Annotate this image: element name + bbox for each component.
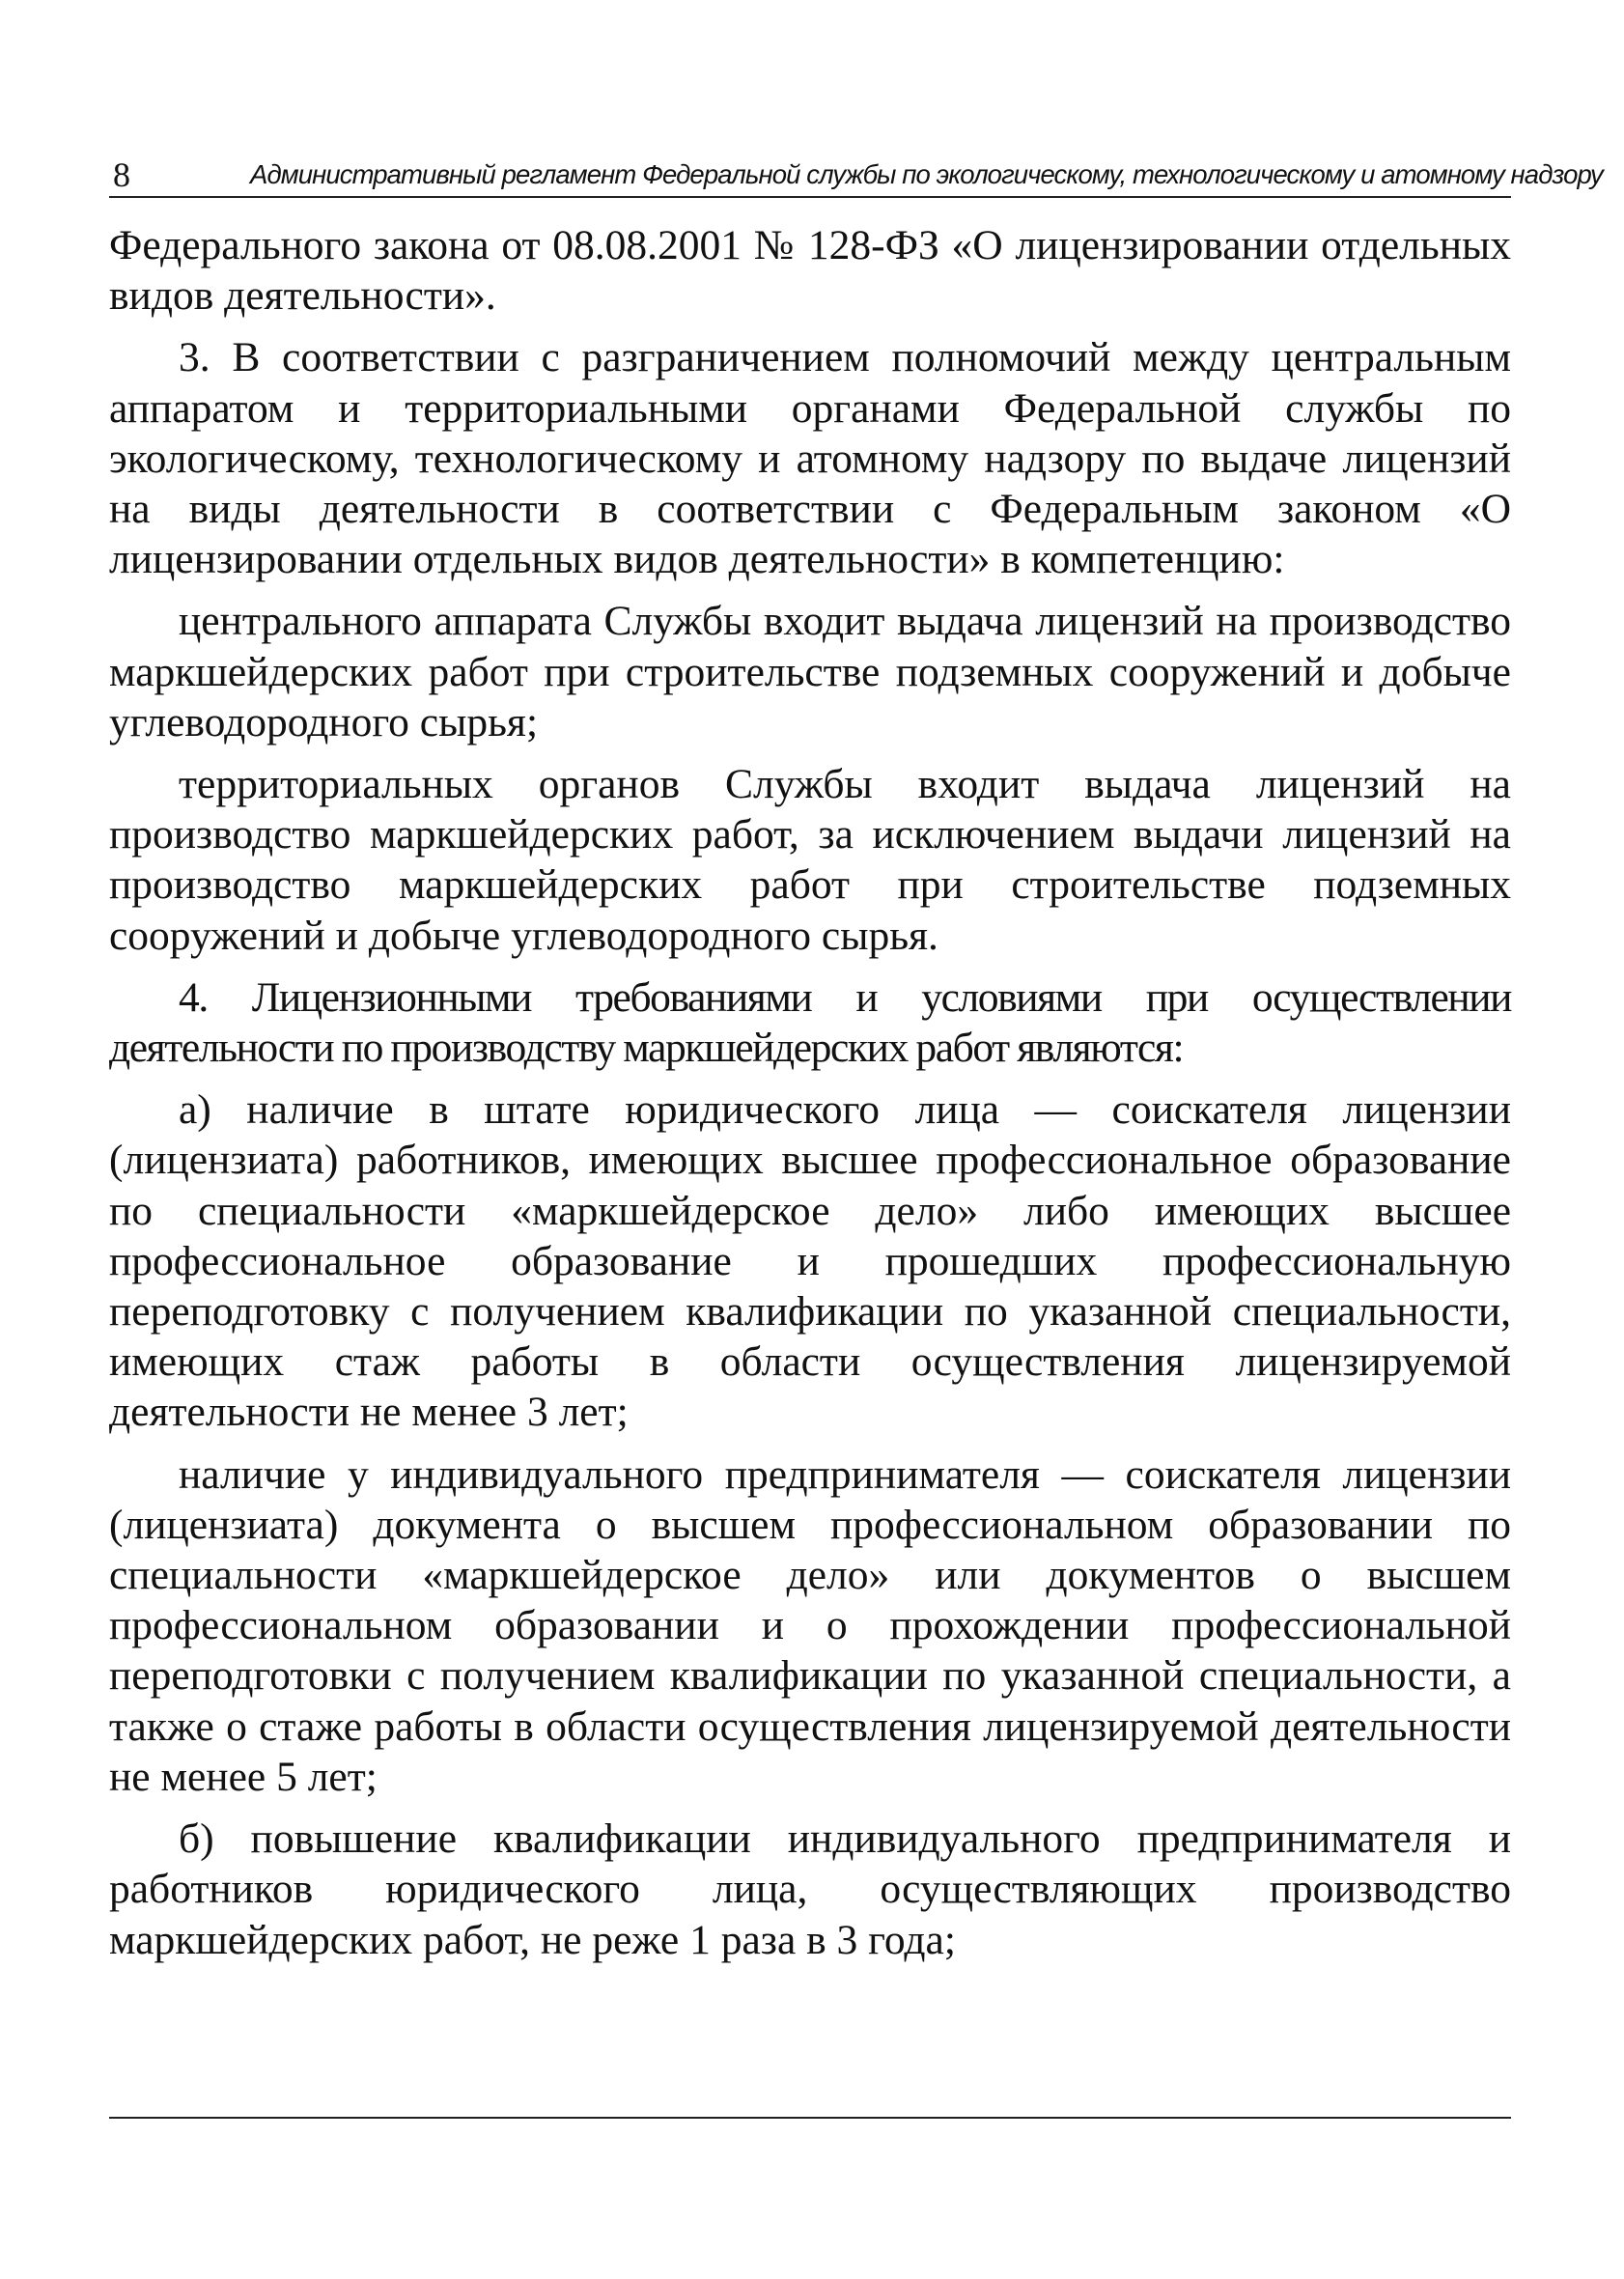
paragraph-item-3: 3. В соответствии с разграничением полномочий между центральным аппаратом и территориальными органами Федеральной службы по экологическому, технологическому и атомному надзору по выдаче лицензий на виды деятельности в соответствии с Федеральным законом «О лицензировании отдельных видов деятельности» в компетенцию: [109,334,1511,583]
paragraph-item-4: 4. Лицензионными требованиями и условиями при осуществлении деятельности по производству маркшейдерских работ являются: [109,973,1511,1072]
paragraph-subitem-b: б) повышение квалификации индивидуального предпринимателя и работников юридического лица, осуществляющих производство маркшейдерских работ, не реже 1 раза в 3 года; [109,1815,1511,1963]
footer-divider [109,2117,1511,2119]
paragraph-entrepreneur: наличие у индивидуального предпринимателя — соискателя лицензии (лицензиата) документа о высшем профессиональном образовании по специальности «маркшейдерское дело» или документов о высшем профессиональном образовании и о прохождении профессиональной переподготовки с получением квалификации по указанной специальности, а также о стаже работы в области осуществления лицензируемой деятельности не менее 5 лет; [109,1450,1511,1800]
page-header [109,155,1603,195]
paragraph-continuation: Федерального закона от 08.08.2001 № 128-ФЗ «О лицензировании отдельных видов деятельности». [109,222,1511,320]
header-divider [109,196,1511,198]
paragraph-territorial-bodies: территориальных органов Службы входит выдача лицензий на производство маркшейдерских работ, за исключением выдачи лицензий на производство маркшейдерских работ при строительстве подземных сооружений и добыче углеводородного сырья. [109,761,1511,959]
paragraph-subitem-a: а) наличие в штате юридического лица — соискателя лицензии (лицензиата) работников, имеющих высшее профессиональное образование по специальности «маркшейдерское дело» либо имеющих высшее профессиональное образование и прошедших профессиональную переподготовку с получением квалификации по указанной специальности, имеющих стаж работы в области осуществления лицензируемой деятельности не менее 3 лет; [109,1086,1511,1436]
running-title: Административный регламент Федеральной службы по экологическому, технологическому и атомному надзору [250,159,1603,189]
paragraph-central-office: центрального аппарата Службы входит выдача лицензий на производство маркшейдерских работ при строительстве подземных сооружений и добыче углеводородного сырья; [109,598,1511,746]
page-number: 8 [113,155,130,194]
body-text [109,220,1511,1977]
